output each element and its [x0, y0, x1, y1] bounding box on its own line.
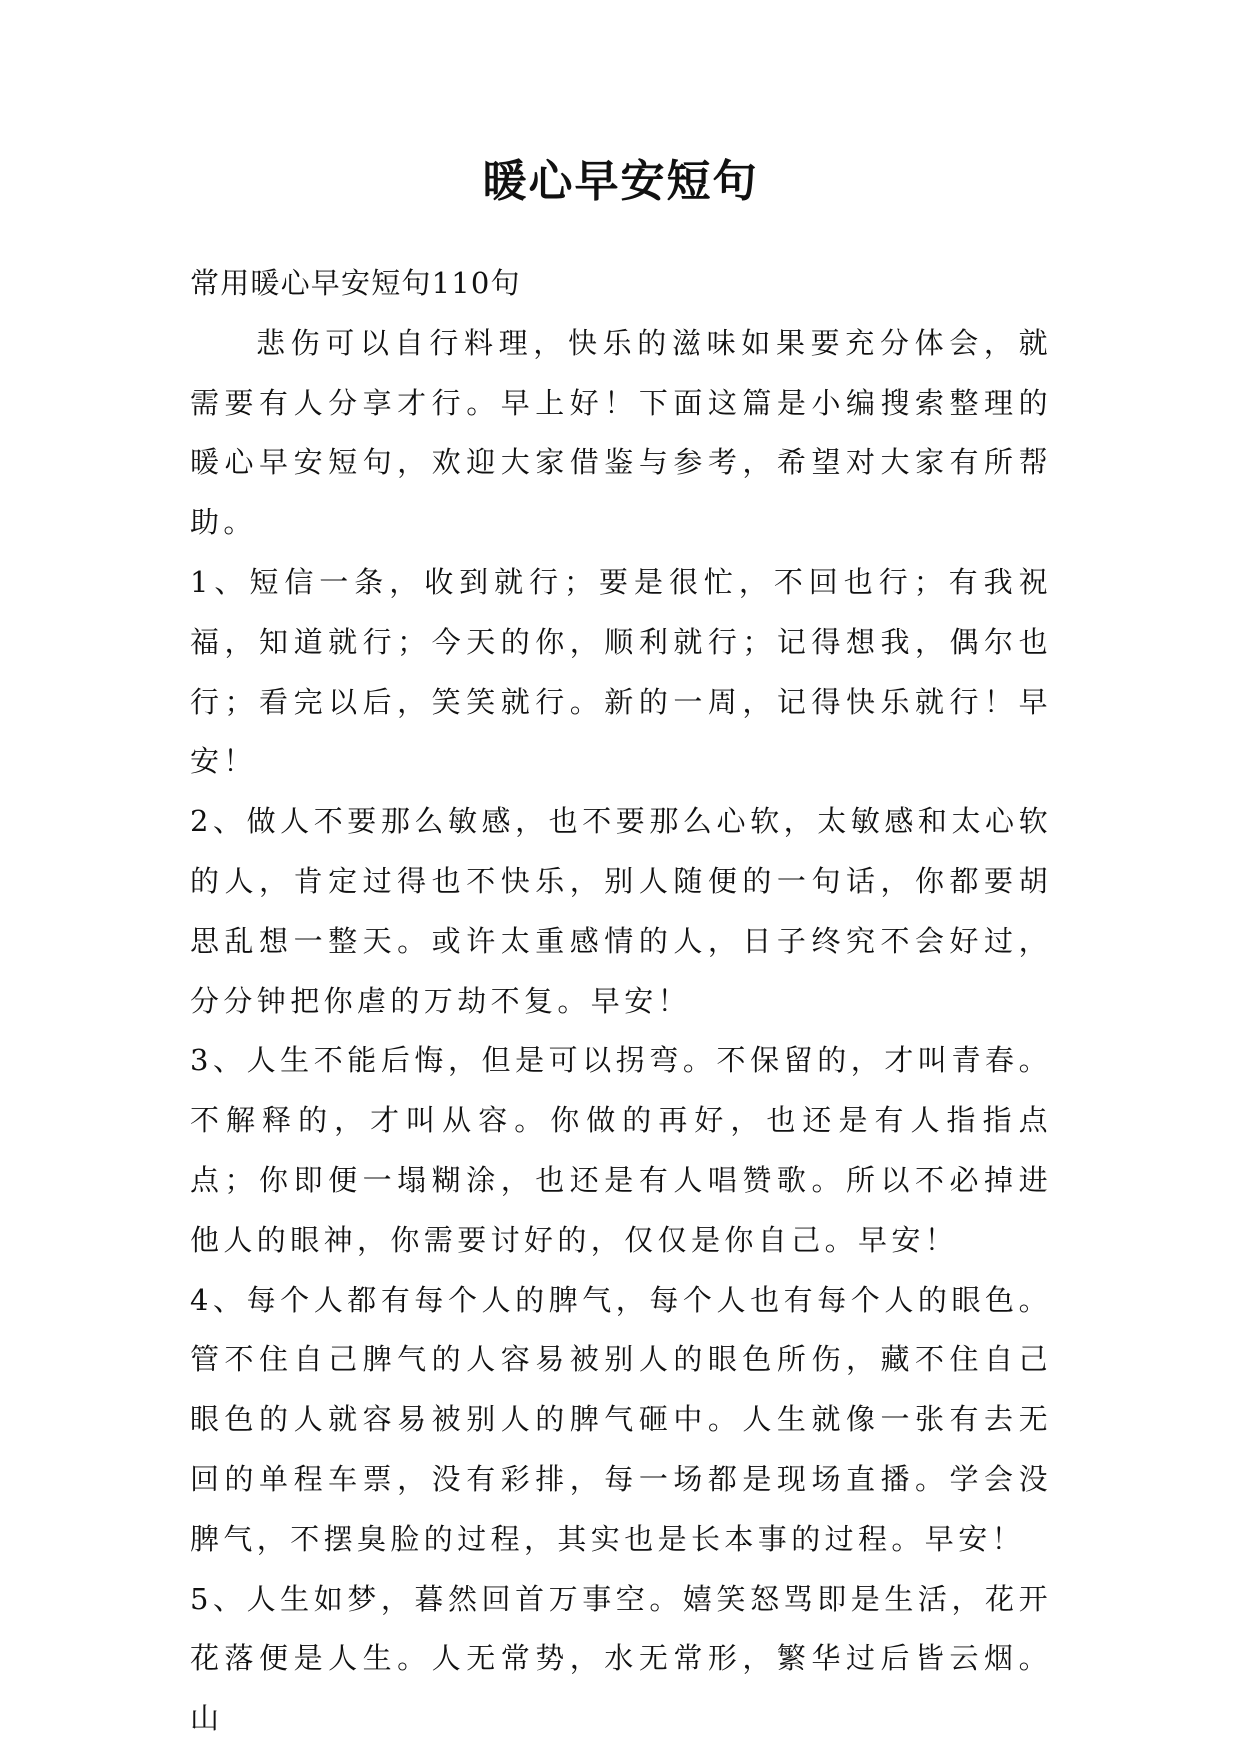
list-item: 4、每个人都有每个人的脾气，每个人也有每个人的眼色。管不住自己脾气的人容易被别人的眼色所伤，藏不住自己眼色的人就容易被别人的脾气砸中。人生就像一张有去无回的单程车票，没有彩排，每一场都是现场直播。学会没脾气，不摆臭脸的过程，其实也是长本事的过程。早安！: [190, 1282, 1052, 1556]
list-item: 3、人生不能后悔，但是可以拐弯。不保留的，才叫青春。不解释的，才叫从容。你做的再好，也还是有人指指点点；你即便一塌糊涂，也还是有人唱赞歌。所以不必掉进他人的眼神，你需要讨好的，仅仅是你自己。早安！: [190, 1043, 1052, 1257]
list-item: 2、做人不要那么敏感，也不要那么心软，太敏感和太心软的人，肯定过得也不快乐，别人随便的一句话，你都要胡思乱想一整天。或许太重感情的人，日子终究不会好过，分分钟把你虐的万劫不复。早安！: [190, 804, 1052, 1018]
document-subtitle: 常用暖心早安短句110句: [190, 266, 521, 300]
document-body: [190, 254, 1052, 1749]
document-title: 暖心早安短句: [482, 156, 759, 207]
intro-paragraph: 悲伤可以自行料理，快乐的滋味如果要充分体会，就需要有人分享才行。早上好！下面这篇是小编搜索整理的暖心早安短句，欢迎大家借鉴与参考，希望对大家有所帮助。: [190, 325, 1052, 540]
list-item: 1、短信一条，收到就行；要是很忙，不回也行；有我祝福，知道就行；今天的你，顺利就行；记得想我，偶尔也行；看完以后，笑笑就行。新的一周，记得快乐就行！早安！: [190, 564, 1052, 779]
list-item: 5、人生如梦，暮然回首万事空。嬉笑怒骂即是生活，花开花落便是人生。人无常势，水无常形，繁华过后皆云烟。山: [190, 1581, 1052, 1736]
